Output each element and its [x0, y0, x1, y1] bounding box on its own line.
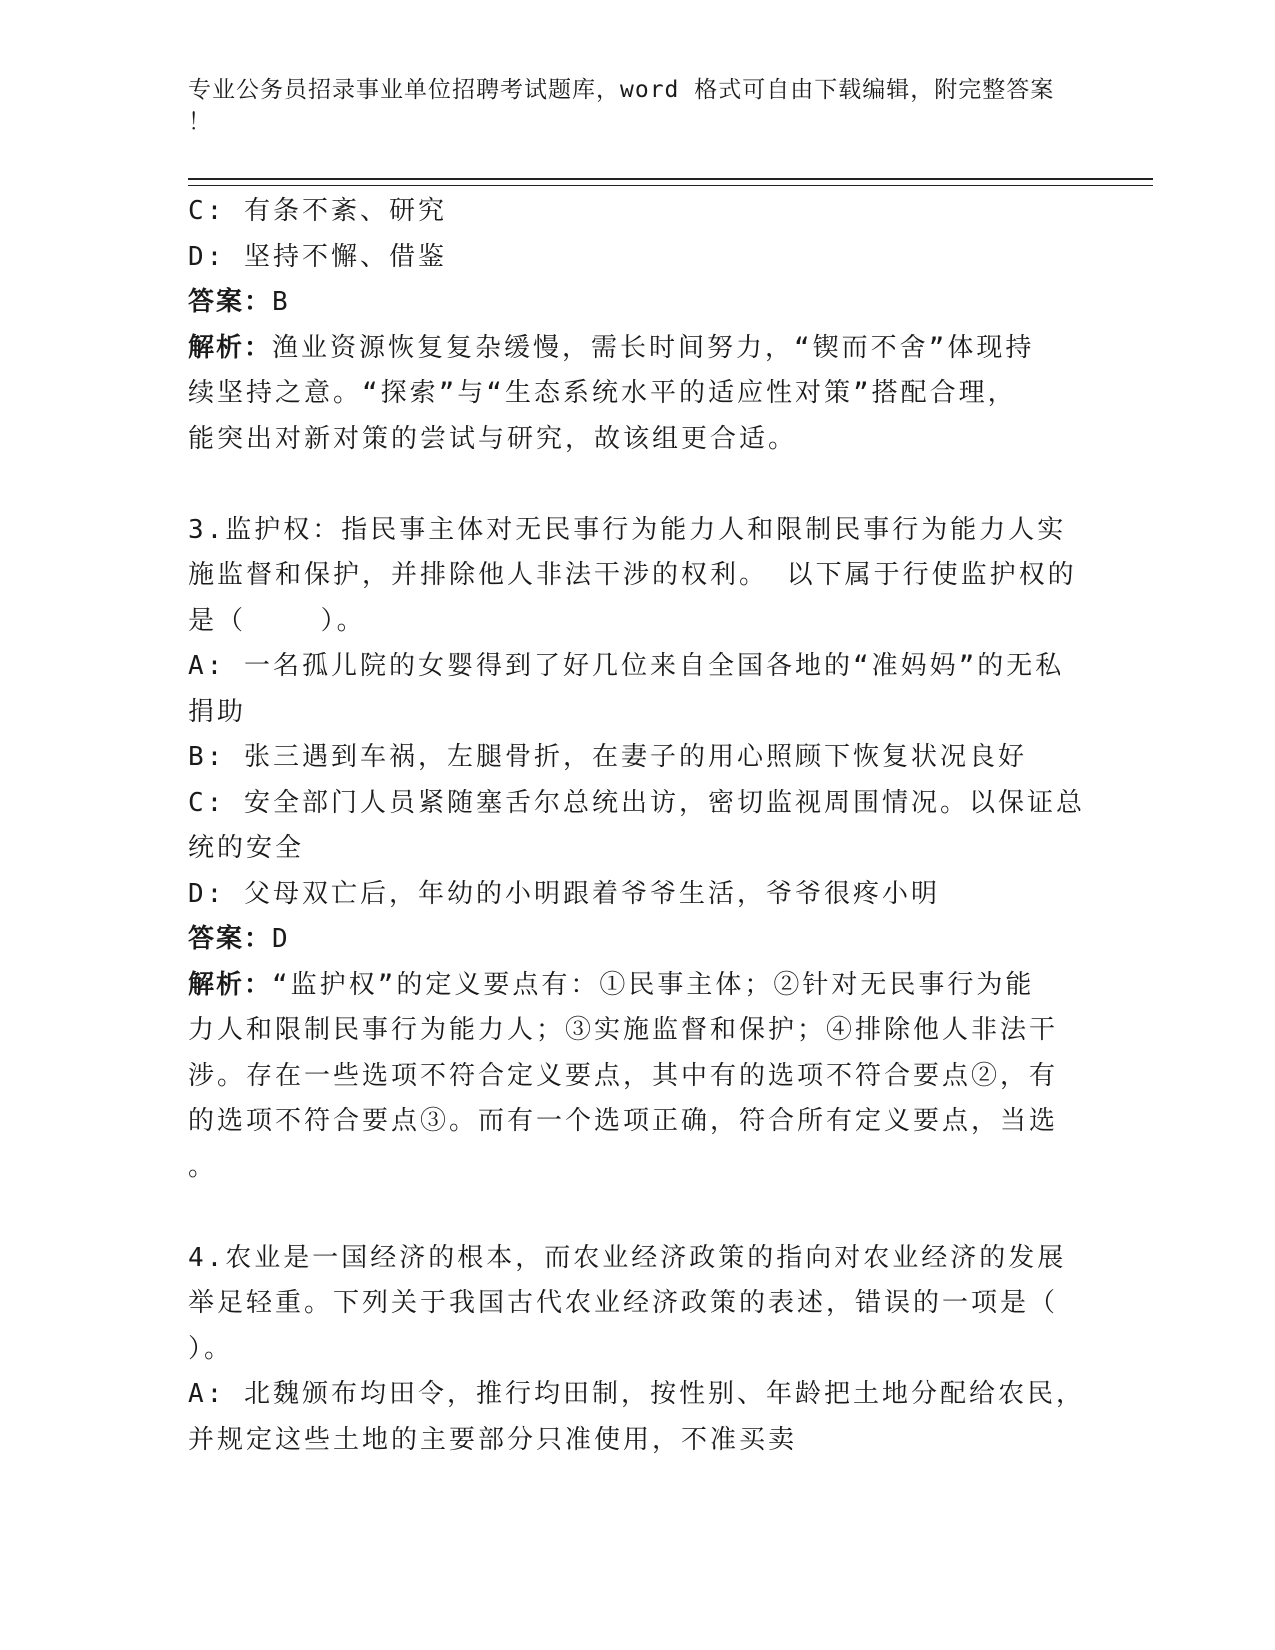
q3-option-c-line-2: 统的安全 [188, 833, 305, 863]
header-text-line-2: ！ [188, 109, 212, 135]
q3-stem-line-2: 施监督和保护，并排除他人非法干涉的权利。 以下属于行使监护权的 [188, 560, 1077, 590]
header-text-line-1: 专业公务员招录事业单位招聘考试题库，word 格式可自由下载编辑，附完整答案 [188, 77, 1055, 103]
q3-stem-line-3: 是（ ）。 [188, 605, 366, 636]
q3-answer [188, 917, 1088, 963]
answer-value: D [272, 924, 291, 954]
answer-value: B [272, 287, 291, 317]
q3-option-d: D: 父母双亡后，年幼的小明跟着爷爷生活，爷爷很疼小明 [188, 878, 940, 909]
analysis-text: 渔业资源恢复复杂缓慢，需长时间努力，“锲而不舍”体现持 [272, 332, 1035, 363]
q3-analysis-line-3: 涉。存在一些选项不符合定义要点，其中有的选项不符合要点②，有 [188, 1060, 1059, 1091]
q3-analysis-line-2: 力人和限制民事行为能力人；③实施监督和保护；④排除他人非法干 [188, 1015, 1059, 1045]
page-header [188, 74, 1068, 138]
q2-answer [188, 280, 1088, 326]
q2-option-c: C: 有条不紊、研究 [188, 196, 447, 226]
answer-label: 答案： [188, 924, 273, 954]
question-2 [188, 189, 1088, 462]
analysis-label: 解析： [188, 969, 273, 1000]
q2-option-d: D: 坚持不懈、借鉴 [188, 241, 447, 272]
q3-analysis-line-1 [188, 963, 1088, 1009]
header-divider [188, 178, 1153, 186]
q2-analysis-line-3: 能突出对新对策的尝试与研究，故该组更合适。 [188, 423, 798, 454]
q3-stem-line-1: 3.监护权：指民事主体对无民事行为能力人和限制民事行为能力人实 [188, 514, 1067, 545]
q2-analysis-line-2: 续坚持之意。“探索”与“生态系统水平的适应性对策”搭配合理， [188, 378, 1017, 408]
analysis-label: 解析： [188, 332, 273, 363]
answer-label: 答案： [188, 287, 273, 317]
q4-stem-line-1: 4.农业是一国经济的根本，而农业经济政策的指向对农业经济的发展 [188, 1242, 1067, 1273]
q3-analysis-line-5: 。 [188, 1151, 218, 1182]
q3-option-a-line-1: A: 一名孤儿院的女婴得到了好几位来自全国各地的“准妈妈”的无私 [188, 651, 1065, 681]
q3-option-b: B: 张三遇到车祸，左腿骨折，在妻子的用心照顾下恢复状况良好 [188, 742, 1027, 772]
q2-analysis-line-1 [188, 326, 1088, 372]
q4-option-a-line-1: A: 北魏颁布均田令，推行均田制，按性别、年龄把土地分配给农民， [188, 1379, 1085, 1409]
q4-stem-line-3: ）。 [188, 1333, 234, 1364]
q3-option-a-line-2: 捐助 [188, 696, 247, 727]
analysis-text: “监护权”的定义要点有：①民事主体；②针对无民事行为能 [272, 969, 1035, 1000]
question-3 [188, 508, 1088, 1191]
q3-option-c-line-1: C: 安全部门人员紧随塞舌尔总统出访，密切监视周围情况。以保证总 [188, 787, 1085, 818]
spacer [188, 462, 1088, 508]
q4-option-a-line-2: 并规定这些土地的主要部分只准使用，不准买卖 [188, 1424, 798, 1455]
q4-stem-line-2: 举足轻重。下列关于我国古代农业经济政策的表述，错误的一项是（ [188, 1288, 1059, 1318]
document-body [188, 189, 1088, 1463]
q3-analysis-line-4: 的选项不符合要点③。而有一个选项正确，符合所有定义要点，当选 [188, 1106, 1059, 1136]
spacer [188, 1190, 1088, 1236]
question-4 [188, 1236, 1088, 1464]
